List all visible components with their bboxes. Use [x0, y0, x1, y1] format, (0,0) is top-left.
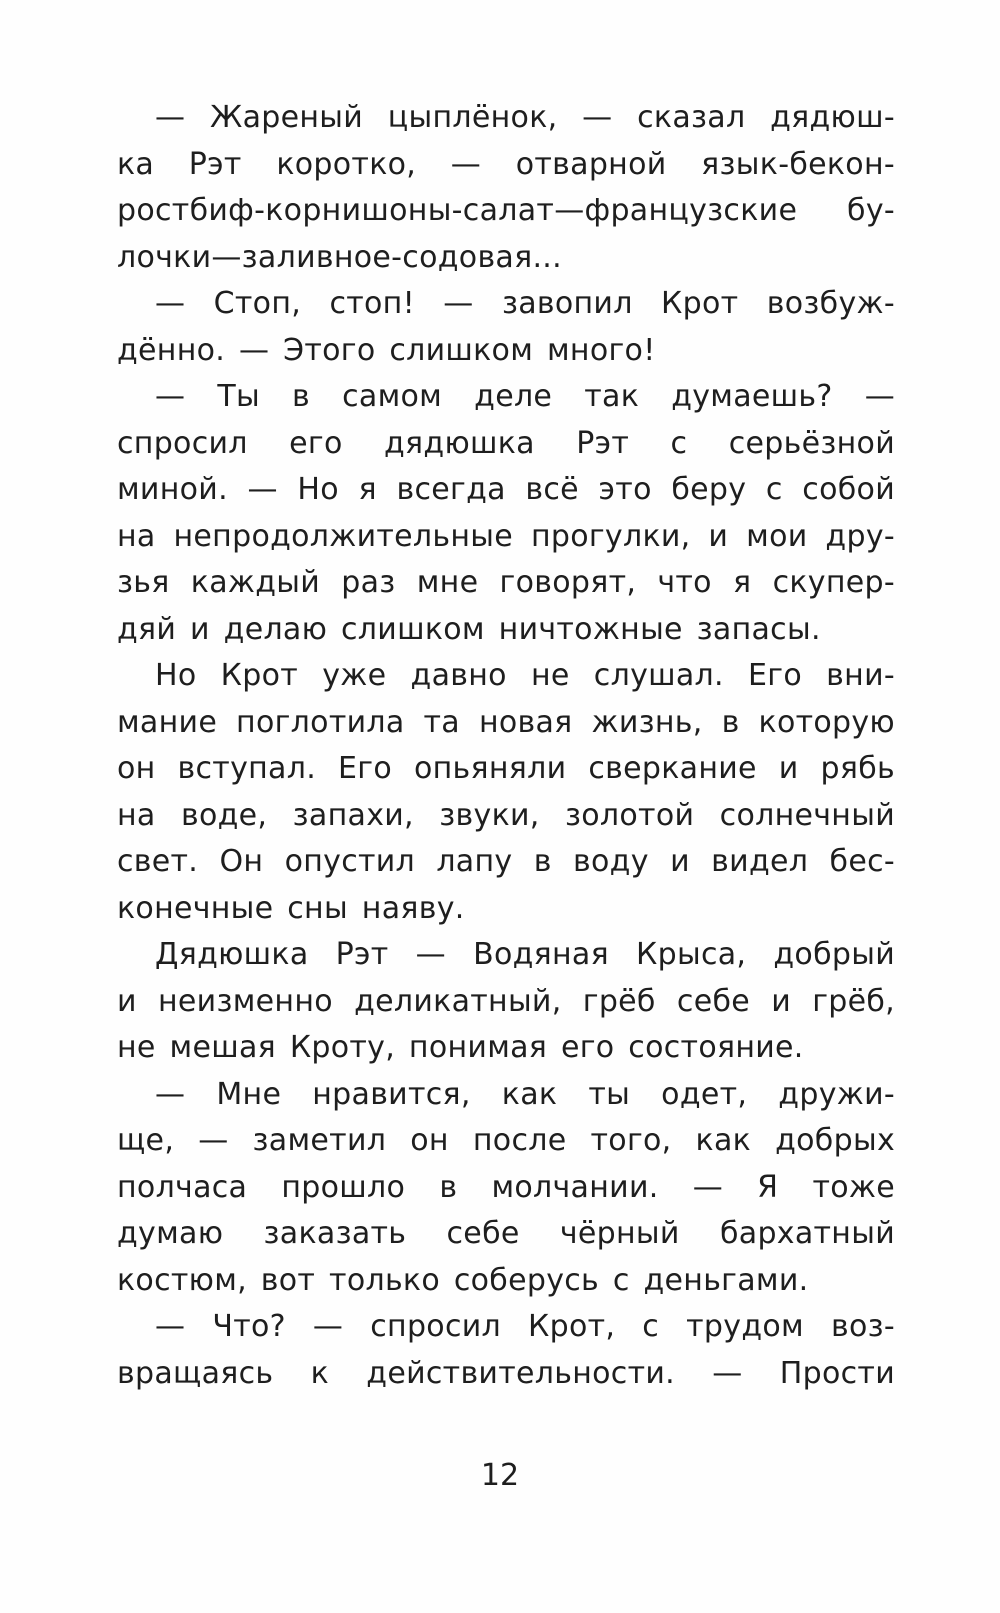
page-number: 12	[480, 1458, 520, 1493]
text-line: зья каждый раз мне говорят, что я скупер-	[117, 565, 895, 600]
text-line: ка Рэт коротко, — отварной язык-бекон-	[117, 146, 895, 182]
text-line: Дядюшка Рэт — Водяная Крыса, добрый	[155, 937, 895, 972]
body-text	[117, 95, 895, 1397]
text-line: Но Крот уже давно не слушал. Его вни-	[155, 658, 895, 693]
text-line: полчаса прошло в молчании. — Я тоже	[117, 1169, 895, 1205]
text-line: дённо. — Этого слишком много!	[117, 332, 656, 368]
text-line: думаю заказать себе чёрный бархатный	[117, 1216, 895, 1251]
text-line: ще, — заметил он после того, как добрых	[117, 1123, 895, 1158]
text-line: — Ты в самом деле так думаешь? —	[155, 379, 895, 414]
text-line: ростбиф-корнишоны-салат—французские бу-	[117, 193, 895, 228]
text-line: конечные сны наяву.	[117, 890, 465, 926]
text-line: — Жареный цыплёнок, — сказал дядюш-	[155, 100, 895, 135]
text-line: лочки—заливное-содовая...	[117, 239, 562, 275]
text-line: мание поглотила та новая жизнь, в которую	[117, 704, 895, 740]
text-line: и неизменно деликатный, грёб себе и грёб,	[117, 983, 895, 1019]
text-line: на непродолжительные прогулки, и мои дру-	[117, 518, 895, 554]
text-line: не мешая Кроту, понимая его состояние.	[117, 1030, 804, 1065]
text-line: он вступал. Его опьяняли сверкание и рябь	[117, 751, 895, 786]
text-line: на воде, запахи, звуки, золотой солнечный	[117, 797, 895, 833]
text-line: костюм, вот только соберусь с деньгами.	[117, 1262, 809, 1298]
text-line: свет. Он опустил лапу в воду и видел бес-	[117, 844, 895, 879]
text-line: вращаясь к действительности. — Прости	[117, 1355, 895, 1391]
text-line: спросил его дядюшка Рэт с серьёзной	[117, 425, 895, 461]
text-line: — Мне нравится, как ты одет, дружи-	[155, 1076, 895, 1112]
text-line: — Что? — спросил Крот, с трудом воз-	[155, 1309, 895, 1344]
text-line: миной. — Но я всегда всё это беру с собой	[117, 472, 895, 507]
text-line: — Стоп, стоп! — завопил Крот возбуж-	[155, 286, 895, 321]
text-line: дяй и делаю слишком ничтожные запасы.	[117, 611, 821, 647]
